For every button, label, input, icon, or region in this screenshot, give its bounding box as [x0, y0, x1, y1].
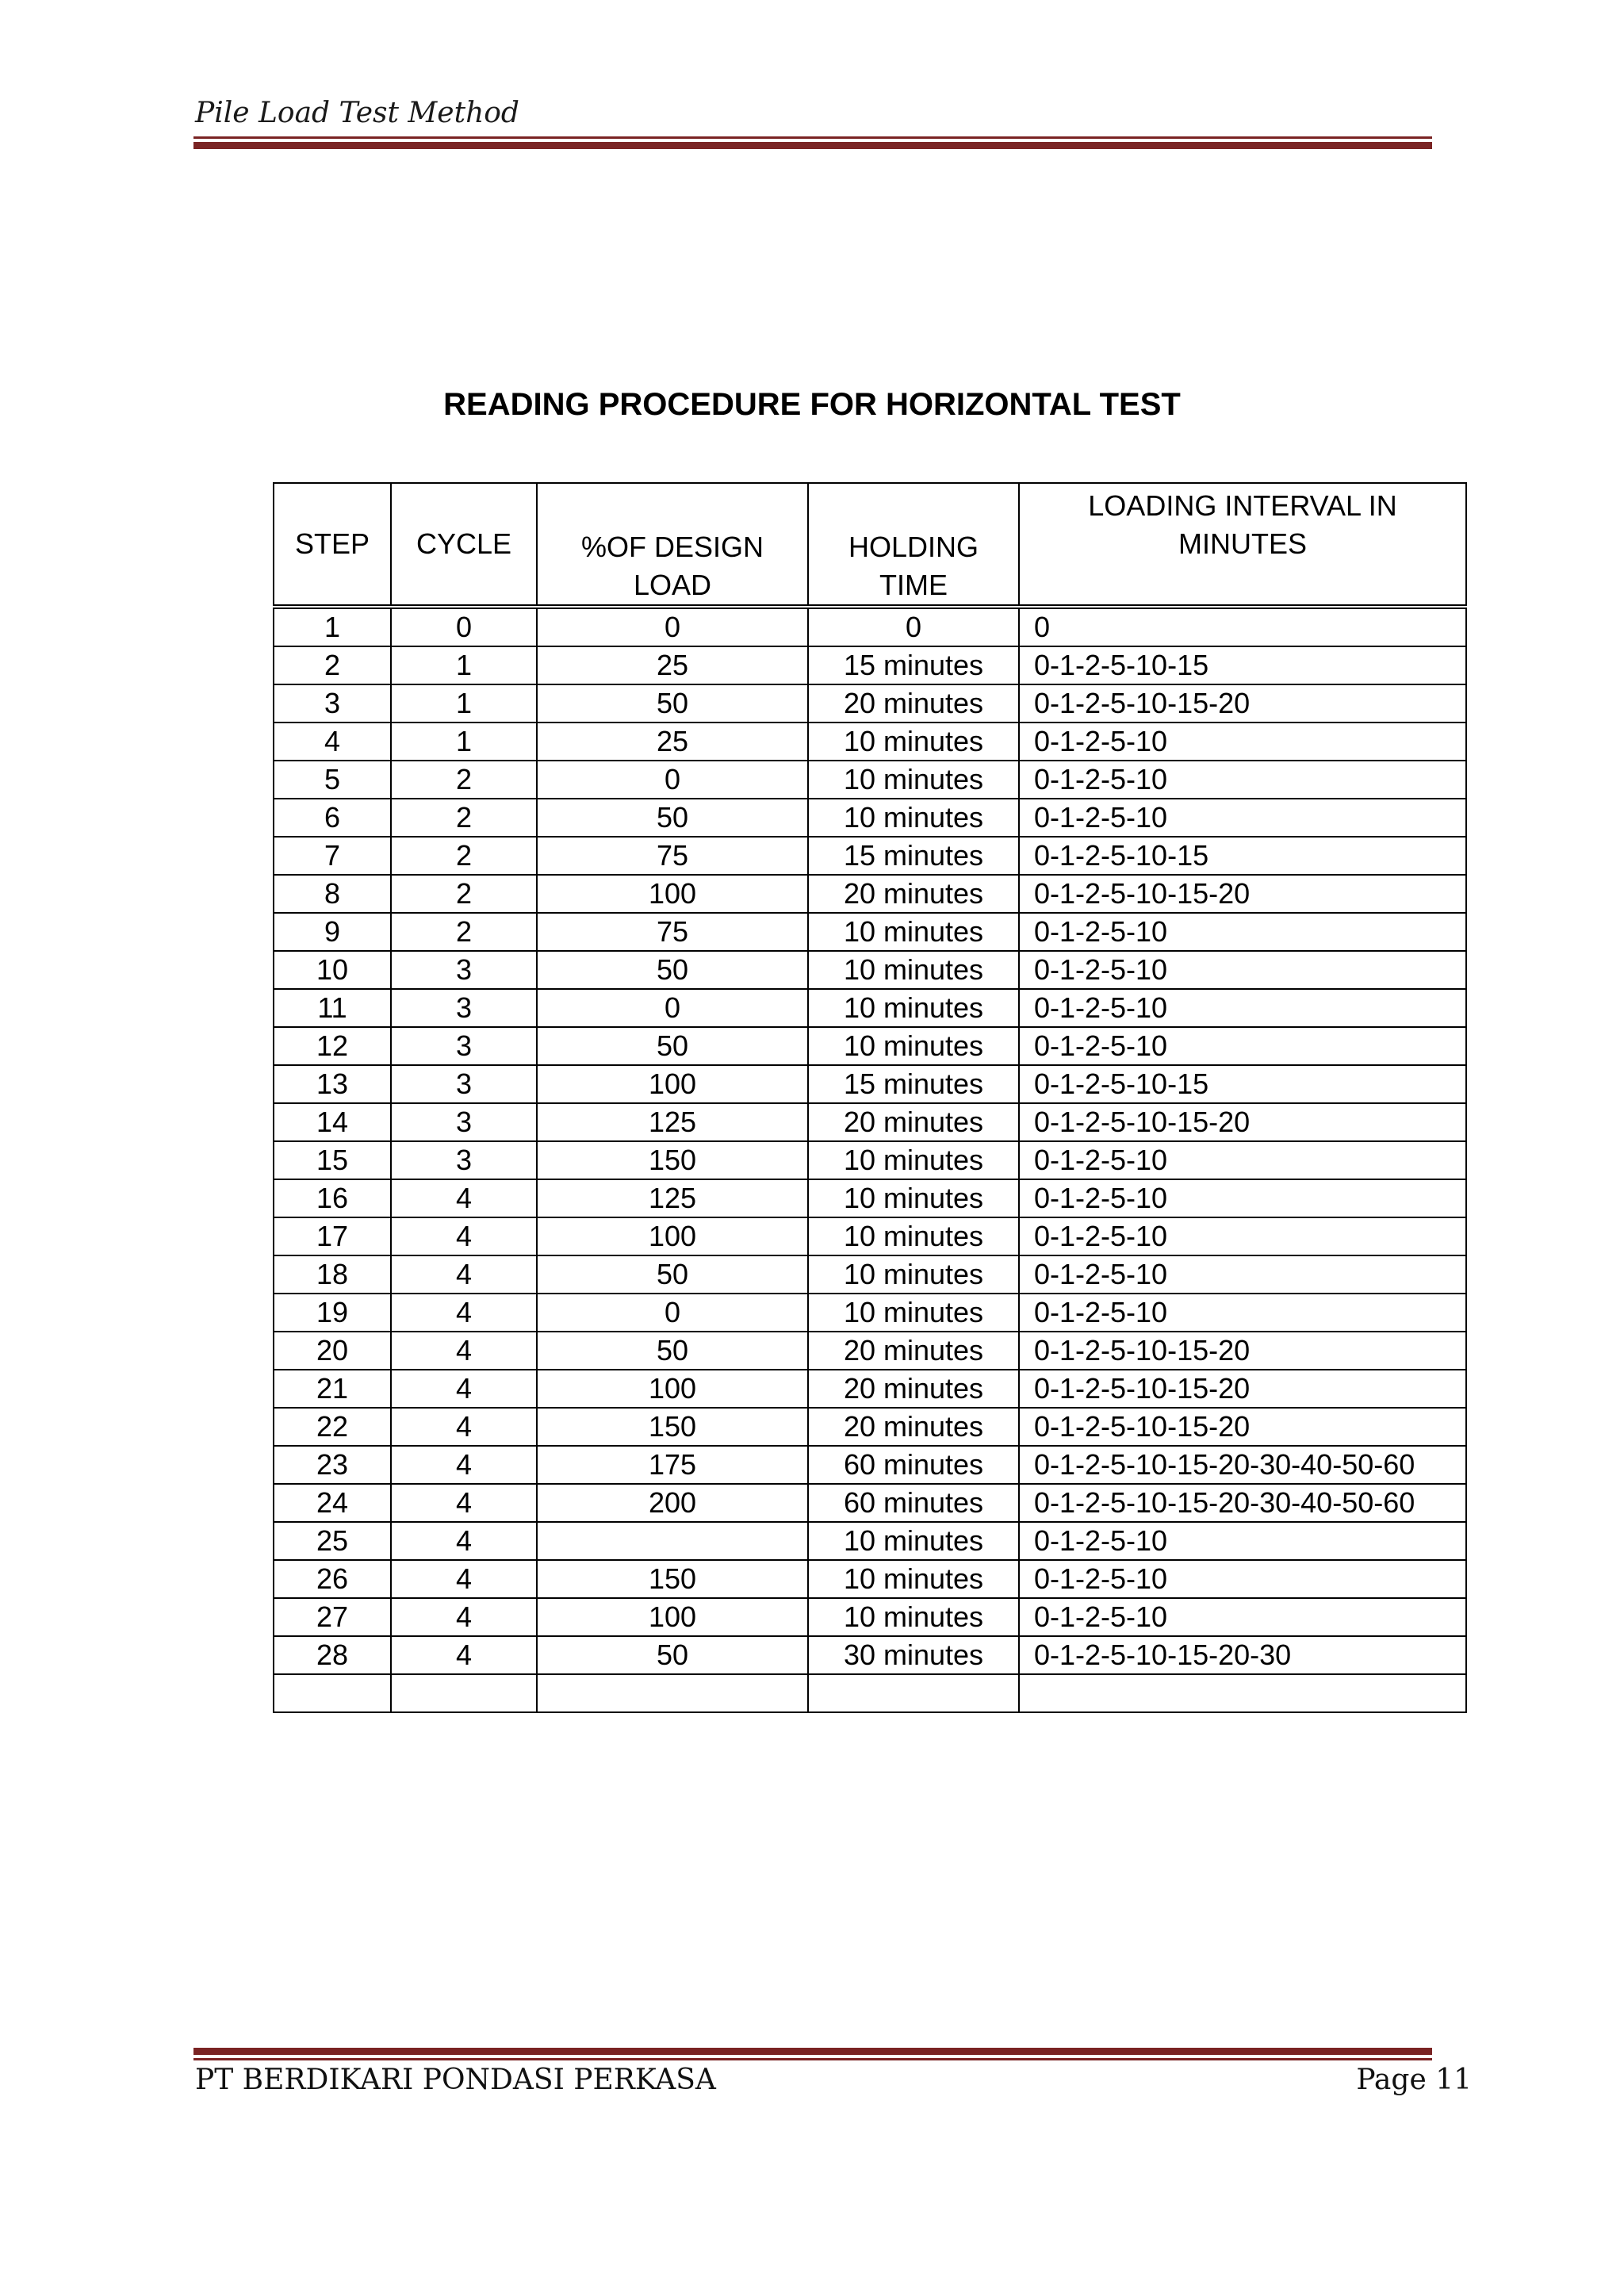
table-row: [274, 1370, 1466, 1408]
footer-company: PT BERDIKARI PONDASI PERKASA: [195, 2064, 716, 2096]
cell-step: 13: [274, 1065, 391, 1103]
cell-loading-interval: 0-1-2-5-10: [1019, 989, 1466, 1027]
cell-cycle: 4: [391, 1332, 537, 1370]
cell-cycle: 1: [391, 723, 537, 761]
cell-cycle: 4: [391, 1179, 537, 1217]
cell-step: 15: [274, 1141, 391, 1179]
cell-holding-time: 10 minutes: [808, 723, 1019, 761]
cell-holding-time: 10 minutes: [808, 799, 1019, 837]
cell-design-load: 150: [537, 1408, 808, 1446]
cell-loading-interval: 0-1-2-5-10: [1019, 1141, 1466, 1179]
cell-holding-time: 10 minutes: [808, 913, 1019, 951]
cell-step: 28: [274, 1636, 391, 1674]
cell-design-load: 100: [537, 1598, 808, 1636]
cell-cycle: 4: [391, 1408, 537, 1446]
cell-design-load: 25: [537, 646, 808, 684]
cell-holding-time: 30 minutes: [808, 1636, 1019, 1674]
cell-step: 21: [274, 1370, 391, 1408]
cell-design-load: 200: [537, 1484, 808, 1522]
cell-cycle: 4: [391, 1522, 537, 1560]
table-header-row: [274, 483, 1466, 607]
cell-loading-interval: 0-1-2-5-10: [1019, 1217, 1466, 1255]
cell-loading-interval: [1019, 1674, 1466, 1712]
cell-cycle: 3: [391, 1027, 537, 1065]
table-row: [274, 761, 1466, 799]
cell-holding-time: 10 minutes: [808, 1560, 1019, 1598]
cell-design-load: 0: [537, 989, 808, 1027]
table-row: [274, 875, 1466, 913]
cell-step: 9: [274, 913, 391, 951]
table-row: [274, 989, 1466, 1027]
cell-cycle: 2: [391, 875, 537, 913]
cell-loading-interval: 0-1-2-5-10: [1019, 1294, 1466, 1332]
table-row: [274, 1674, 1466, 1712]
cell-design-load: 150: [537, 1141, 808, 1179]
cell-holding-time: 60 minutes: [808, 1446, 1019, 1484]
cell-holding-time: 20 minutes: [808, 1103, 1019, 1141]
cell-loading-interval: 0: [1019, 607, 1466, 646]
table-row: [274, 1560, 1466, 1598]
cell-holding-time: [808, 1674, 1019, 1712]
cell-loading-interval: 0-1-2-5-10-15-20-30-40-50-60: [1019, 1484, 1466, 1522]
footer-page-number: Page 11: [1356, 2064, 1472, 2096]
cell-design-load: 50: [537, 684, 808, 723]
table-row: [274, 1484, 1466, 1522]
cell-design-load: 100: [537, 1217, 808, 1255]
cell-cycle: 4: [391, 1484, 537, 1522]
cell-loading-interval: 0-1-2-5-10-15-20: [1019, 1408, 1466, 1446]
cell-step: 6: [274, 799, 391, 837]
cell-cycle: [391, 1674, 537, 1712]
cell-design-load: 50: [537, 799, 808, 837]
table-row: [274, 723, 1466, 761]
table-row: [274, 1636, 1466, 1674]
cell-design-load: 50: [537, 1636, 808, 1674]
cell-step: 8: [274, 875, 391, 913]
cell-design-load: [537, 1674, 808, 1712]
cell-cycle: 4: [391, 1294, 537, 1332]
table-row: [274, 684, 1466, 723]
table-row: [274, 1065, 1466, 1103]
cell-holding-time: 10 minutes: [808, 1598, 1019, 1636]
cell-holding-time: 10 minutes: [808, 1217, 1019, 1255]
cell-step: 10: [274, 951, 391, 989]
cell-holding-time: 10 minutes: [808, 1141, 1019, 1179]
footer-rule-thick: [193, 2048, 1432, 2055]
cell-cycle: 2: [391, 837, 537, 875]
cell-design-load: 125: [537, 1179, 808, 1217]
table-row: [274, 1598, 1466, 1636]
cell-loading-interval: 0-1-2-5-10: [1019, 1179, 1466, 1217]
cell-step: 23: [274, 1446, 391, 1484]
cell-step: 1: [274, 607, 391, 646]
table-row: [274, 1027, 1466, 1065]
cell-cycle: 2: [391, 913, 537, 951]
cell-holding-time: 15 minutes: [808, 837, 1019, 875]
cell-cycle: 4: [391, 1446, 537, 1484]
cell-loading-interval: 0-1-2-5-10-15-20: [1019, 875, 1466, 913]
table-row: [274, 951, 1466, 989]
cell-cycle: 1: [391, 646, 537, 684]
table-row: [274, 1217, 1466, 1255]
table-row: [274, 1141, 1466, 1179]
cell-design-load: 50: [537, 1332, 808, 1370]
table-row: [274, 1179, 1466, 1217]
cell-design-load: 50: [537, 951, 808, 989]
table-row: [274, 799, 1466, 837]
cell-design-load: 100: [537, 875, 808, 913]
cell-design-load: 0: [537, 1294, 808, 1332]
footer-rule-thin: [193, 2058, 1432, 2060]
table-row: [274, 607, 1466, 646]
cell-holding-time: 20 minutes: [808, 1408, 1019, 1446]
cell-design-load: 175: [537, 1446, 808, 1484]
table-row: [274, 1332, 1466, 1370]
cell-design-load: [537, 1522, 808, 1560]
cell-cycle: 4: [391, 1598, 537, 1636]
cell-holding-time: 0: [808, 607, 1019, 646]
cell-cycle: 4: [391, 1370, 537, 1408]
cell-step: 12: [274, 1027, 391, 1065]
procedure-table: [273, 482, 1467, 1713]
cell-loading-interval: 0-1-2-5-10: [1019, 951, 1466, 989]
cell-holding-time: 10 minutes: [808, 1179, 1019, 1217]
cell-cycle: 3: [391, 989, 537, 1027]
cell-holding-time: 10 minutes: [808, 761, 1019, 799]
cell-holding-time: 10 minutes: [808, 951, 1019, 989]
cell-cycle: 4: [391, 1255, 537, 1294]
table-row: [274, 913, 1466, 951]
table-row: [274, 1103, 1466, 1141]
cell-loading-interval: 0-1-2-5-10-15-20: [1019, 1103, 1466, 1141]
cell-loading-interval: 0-1-2-5-10-15-20: [1019, 1332, 1466, 1370]
cell-loading-interval: 0-1-2-5-10: [1019, 1598, 1466, 1636]
cell-holding-time: 20 minutes: [808, 1332, 1019, 1370]
cell-step: 25: [274, 1522, 391, 1560]
cell-loading-interval: 0-1-2-5-10-15-20: [1019, 684, 1466, 723]
cell-loading-interval: 0-1-2-5-10: [1019, 1522, 1466, 1560]
cell-cycle: 3: [391, 1065, 537, 1103]
cell-step: [274, 1674, 391, 1712]
cell-loading-interval: 0-1-2-5-10: [1019, 761, 1466, 799]
table-body: [274, 607, 1466, 1712]
cell-step: 18: [274, 1255, 391, 1294]
cell-step: 7: [274, 837, 391, 875]
cell-holding-time: 20 minutes: [808, 684, 1019, 723]
cell-loading-interval: 0-1-2-5-10: [1019, 913, 1466, 951]
header-holding-time: HOLDING TIME: [808, 483, 1019, 607]
cell-cycle: 4: [391, 1636, 537, 1674]
cell-step: 14: [274, 1103, 391, 1141]
table-row: [274, 1255, 1466, 1294]
cell-step: 3: [274, 684, 391, 723]
header-cycle: CYCLE: [391, 483, 537, 607]
cell-design-load: 50: [537, 1255, 808, 1294]
cell-step: 4: [274, 723, 391, 761]
cell-loading-interval: 0-1-2-5-10: [1019, 723, 1466, 761]
cell-step: 20: [274, 1332, 391, 1370]
header-step: STEP: [274, 483, 391, 607]
cell-holding-time: 10 minutes: [808, 1027, 1019, 1065]
cell-cycle: 4: [391, 1217, 537, 1255]
cell-design-load: 100: [537, 1370, 808, 1408]
table-row: [274, 1408, 1466, 1446]
cell-holding-time: 20 minutes: [808, 1370, 1019, 1408]
cell-step: 5: [274, 761, 391, 799]
table-row: [274, 1446, 1466, 1484]
cell-design-load: 100: [537, 1065, 808, 1103]
cell-design-load: 25: [537, 723, 808, 761]
cell-holding-time: 15 minutes: [808, 1065, 1019, 1103]
cell-design-load: 0: [537, 761, 808, 799]
cell-cycle: 3: [391, 951, 537, 989]
cell-cycle: 3: [391, 1103, 537, 1141]
cell-loading-interval: 0-1-2-5-10: [1019, 1027, 1466, 1065]
table-row: [274, 1522, 1466, 1560]
cell-design-load: 50: [537, 1027, 808, 1065]
cell-holding-time: 60 minutes: [808, 1484, 1019, 1522]
cell-holding-time: 10 minutes: [808, 1522, 1019, 1560]
cell-design-load: 0: [537, 607, 808, 646]
cell-design-load: 75: [537, 837, 808, 875]
cell-holding-time: 10 minutes: [808, 989, 1019, 1027]
cell-loading-interval: 0-1-2-5-10-15: [1019, 1065, 1466, 1103]
cell-cycle: 4: [391, 1560, 537, 1598]
cell-cycle: 0: [391, 607, 537, 646]
cell-step: 27: [274, 1598, 391, 1636]
running-head: Pile Load Test Method: [195, 97, 519, 129]
cell-loading-interval: 0-1-2-5-10: [1019, 1560, 1466, 1598]
cell-holding-time: 10 minutes: [808, 1255, 1019, 1294]
table-row: [274, 1294, 1466, 1332]
cell-holding-time: 10 minutes: [808, 1294, 1019, 1332]
cell-loading-interval: 0-1-2-5-10-15: [1019, 646, 1466, 684]
cell-step: 17: [274, 1217, 391, 1255]
cell-loading-interval: 0-1-2-5-10-15: [1019, 837, 1466, 875]
cell-holding-time: 15 minutes: [808, 646, 1019, 684]
cell-holding-time: 20 minutes: [808, 875, 1019, 913]
cell-step: 26: [274, 1560, 391, 1598]
table-row: [274, 837, 1466, 875]
header-rule-thin: [193, 136, 1432, 139]
cell-cycle: 2: [391, 799, 537, 837]
cell-loading-interval: 0-1-2-5-10: [1019, 1255, 1466, 1294]
cell-loading-interval: 0-1-2-5-10-15-20-30: [1019, 1636, 1466, 1674]
cell-loading-interval: 0-1-2-5-10: [1019, 799, 1466, 837]
document-title: READING PROCEDURE FOR HORIZONTAL TEST: [443, 387, 1181, 422]
cell-step: 2: [274, 646, 391, 684]
cell-cycle: 3: [391, 1141, 537, 1179]
procedure-table-container: [273, 482, 1465, 1713]
cell-cycle: 1: [391, 684, 537, 723]
table-row: [274, 646, 1466, 684]
cell-step: 22: [274, 1408, 391, 1446]
cell-step: 19: [274, 1294, 391, 1332]
cell-design-load: 75: [537, 913, 808, 951]
cell-loading-interval: 0-1-2-5-10-15-20-30-40-50-60: [1019, 1446, 1466, 1484]
header-design-load: %OF DESIGN LOAD: [537, 483, 808, 607]
header-loading-interval: LOADING INTERVAL IN MINUTES: [1019, 483, 1466, 607]
cell-step: 24: [274, 1484, 391, 1522]
cell-design-load: 125: [537, 1103, 808, 1141]
cell-step: 16: [274, 1179, 391, 1217]
cell-cycle: 2: [391, 761, 537, 799]
cell-step: 11: [274, 989, 391, 1027]
cell-design-load: 150: [537, 1560, 808, 1598]
cell-loading-interval: 0-1-2-5-10-15-20: [1019, 1370, 1466, 1408]
header-rule-thick: [193, 142, 1432, 149]
